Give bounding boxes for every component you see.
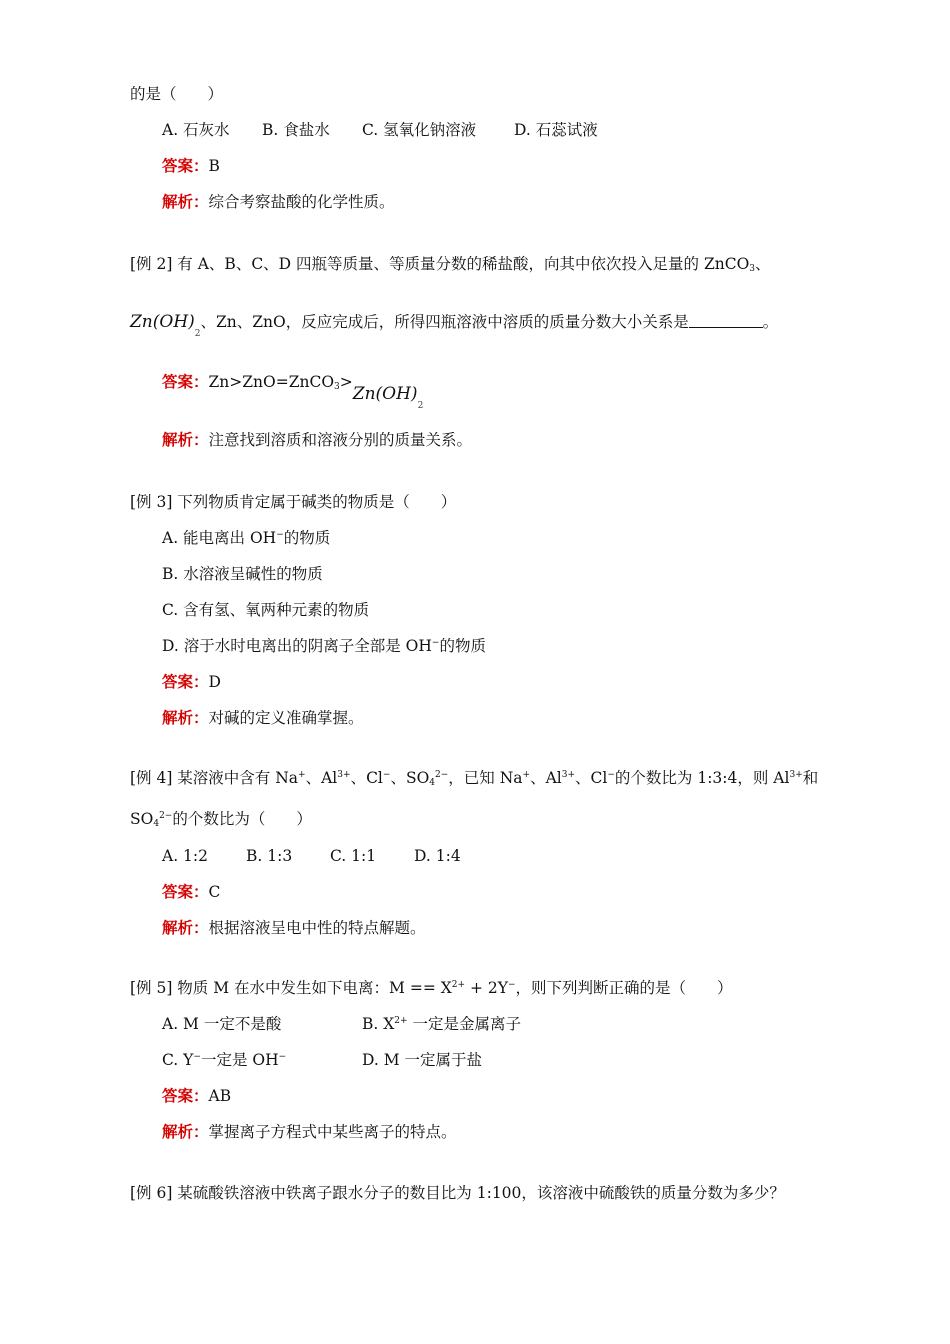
ex4-question-line2 [130, 809, 312, 829]
superscript: − [607, 770, 615, 780]
option-c: C. 氢氧化钠溶液 [362, 121, 477, 139]
analysis-text: 掌握离子方程式中某些离子的特点。 [208, 1123, 457, 1141]
ex3-option-c [162, 600, 369, 620]
formula-zn-oh-2 [352, 384, 424, 411]
option-text-end: 一定是金属离子 [407, 1015, 521, 1033]
superscript: 2− [159, 811, 173, 821]
analysis-label: 解析： [162, 192, 209, 211]
q1-options [162, 120, 598, 140]
analysis-text: 对碱的定义准确掌握。 [208, 709, 364, 727]
ex3-option-b [162, 564, 323, 584]
answer-label: 答案： [162, 156, 209, 175]
option-a: A. 石灰水 [162, 121, 230, 139]
option-text: C. Y [162, 1051, 194, 1069]
superscript: 2+ [451, 980, 466, 990]
text: SO [130, 810, 154, 828]
option-text: D. M 一定属于盐 [362, 1051, 483, 1069]
option-text: D. 溶于水时电离出的阴离子全部是 OH [162, 637, 432, 655]
text: ，已知 Na [448, 769, 523, 787]
superscript: + [522, 770, 531, 780]
text: ，则下列判断正确的是（ ） [515, 979, 733, 997]
gt-sign: > [339, 373, 353, 391]
option-b [362, 1014, 521, 1034]
option-d: D. 1:4 [414, 847, 461, 865]
option-text: A. M 一定不是酸 [162, 1015, 282, 1033]
text: Al [545, 769, 562, 787]
question-tail-text: 的是（ ） [130, 85, 224, 103]
superscript: 2+ [394, 1016, 408, 1026]
ex2-answer [162, 372, 424, 411]
ex4-question-line1 [130, 768, 818, 788]
ex2-question-line1 [130, 254, 771, 274]
superscript: − [382, 770, 391, 780]
analysis-label: 解析： [162, 1122, 209, 1141]
ex3-answer [162, 672, 221, 692]
q1-analysis [162, 192, 395, 212]
option-text: B. 水溶液呈碱性的物质 [162, 565, 323, 583]
text: 和 [802, 769, 819, 787]
option-c: C. 1:1 [330, 847, 377, 865]
text: [例 5] 物质 M 在水中发生如下电离：M == X [130, 979, 452, 997]
analysis-label: 解析： [162, 430, 209, 449]
question-tail [130, 84, 223, 104]
formula-main: Zn(OH) [130, 312, 195, 332]
q1-answer [162, 156, 220, 176]
text: SO [405, 769, 430, 787]
formula-main: Zn(OH) [352, 384, 418, 404]
analysis-text: 根据溶液呈电中性的特点解题。 [208, 919, 426, 937]
answer-label: 答案： [162, 1086, 209, 1105]
formula-zn-oh-2 [130, 312, 201, 339]
analysis-label: 解析： [162, 708, 209, 727]
subscript: 3 [749, 264, 756, 274]
punct: 、 [755, 255, 771, 273]
option-b: B. 1:3 [246, 847, 293, 865]
text: Cl [590, 769, 608, 787]
option-text: B. X [362, 1015, 395, 1033]
answer-value: D [208, 673, 221, 691]
ex4-answer [162, 882, 220, 902]
ex4-options [162, 846, 461, 866]
option-a [162, 1014, 362, 1034]
answer-label: 答案： [162, 882, 209, 901]
punct: 、 [530, 769, 546, 787]
ex2-line2-text: 、Zn、ZnO，反应完成后，所得四瓶溶液中溶质的质量分数大小关系是 [200, 313, 689, 331]
punct: 、 [575, 769, 591, 787]
option-d [362, 1050, 482, 1070]
ex3-analysis [162, 708, 364, 728]
subscript: 3 [334, 382, 340, 392]
superscript: + [298, 770, 306, 780]
ex2-line1-text: [例 2] 有 A、B、C、D 四瓶等质量、等质量分数的稀盐酸，向其中依次投入足量的 ZnCO [130, 255, 750, 273]
answer-value: AB [208, 1087, 232, 1105]
option-c [162, 1050, 362, 1070]
ex3-option-a [162, 528, 330, 548]
text: Al [321, 769, 338, 787]
answer-value: B [208, 157, 220, 175]
option-a: A. 1:2 [162, 847, 208, 865]
text: + 2Y [465, 979, 508, 997]
punct: 、 [390, 769, 406, 787]
punct: 、 [305, 769, 322, 787]
ex3-question [130, 492, 456, 512]
option-text-end: 的物质 [283, 529, 331, 547]
ex5-answer [162, 1086, 231, 1106]
analysis-text: 综合考察盐酸的化学性质。 [208, 193, 395, 211]
ex2-analysis [162, 430, 472, 450]
option-text: C. 含有氢、氧两种元素的物质 [162, 601, 370, 619]
text: [例 4] 某溶液中含有 Na [130, 769, 299, 787]
punct: 、 [350, 769, 367, 787]
superscript: − [278, 1052, 287, 1062]
ex5-options-row2 [162, 1050, 482, 1070]
ex4-analysis [162, 918, 426, 938]
superscript: 3+ [789, 770, 803, 780]
subscript: 4 [429, 778, 436, 788]
ex3-question-text: [例 3] 下列物质肯定属于碱类的物质是（ ） [130, 493, 457, 511]
answer-label: 答案： [162, 372, 209, 391]
ex6-question [130, 1183, 785, 1203]
ex6-question-text: [例 6] 某硫酸铁溶液中铁离子跟水分子的数目比为 1:100，该溶液中硫酸铁的质量分数为多少？ [130, 1184, 785, 1202]
formula-sub: 2 [194, 329, 201, 339]
superscript: 3+ [337, 770, 351, 780]
option-b: B. 食盐水 [262, 121, 330, 139]
superscript: 3+ [561, 770, 576, 780]
answer-value: Zn>ZnO=ZnCO [208, 373, 335, 391]
superscript: 2− [435, 770, 449, 780]
formula-sub: 2 [417, 401, 424, 411]
superscript: − [193, 1052, 201, 1062]
option-d: D. 石蕊试液 [514, 121, 598, 139]
superscript: − [508, 980, 516, 990]
superscript: − [276, 530, 284, 540]
punct: 。 [762, 313, 779, 331]
superscript: − [431, 638, 440, 648]
answer-value: C [208, 883, 221, 901]
ex5-analysis [162, 1122, 457, 1142]
ex2-question-line2 [130, 312, 779, 339]
text: 的个数比为 1:3:4，则 Al [614, 769, 790, 787]
answer-label: 答案： [162, 672, 209, 691]
text: 的个数比为（ ） [172, 810, 312, 828]
subscript: 4 [153, 819, 160, 829]
answer-blank[interactable] [689, 313, 763, 328]
ex5-question [130, 978, 733, 998]
analysis-text: 注意找到溶质和溶液分别的质量关系。 [208, 431, 473, 449]
ex3-option-d [162, 636, 486, 656]
text: Cl [366, 769, 383, 787]
analysis-label: 解析： [162, 918, 209, 937]
ex5-options-row1 [162, 1014, 521, 1034]
option-text-mid: 一定是 OH [200, 1051, 279, 1069]
option-text: A. 能电离出 OH [162, 529, 277, 547]
option-text-end: 的物质 [439, 637, 486, 655]
